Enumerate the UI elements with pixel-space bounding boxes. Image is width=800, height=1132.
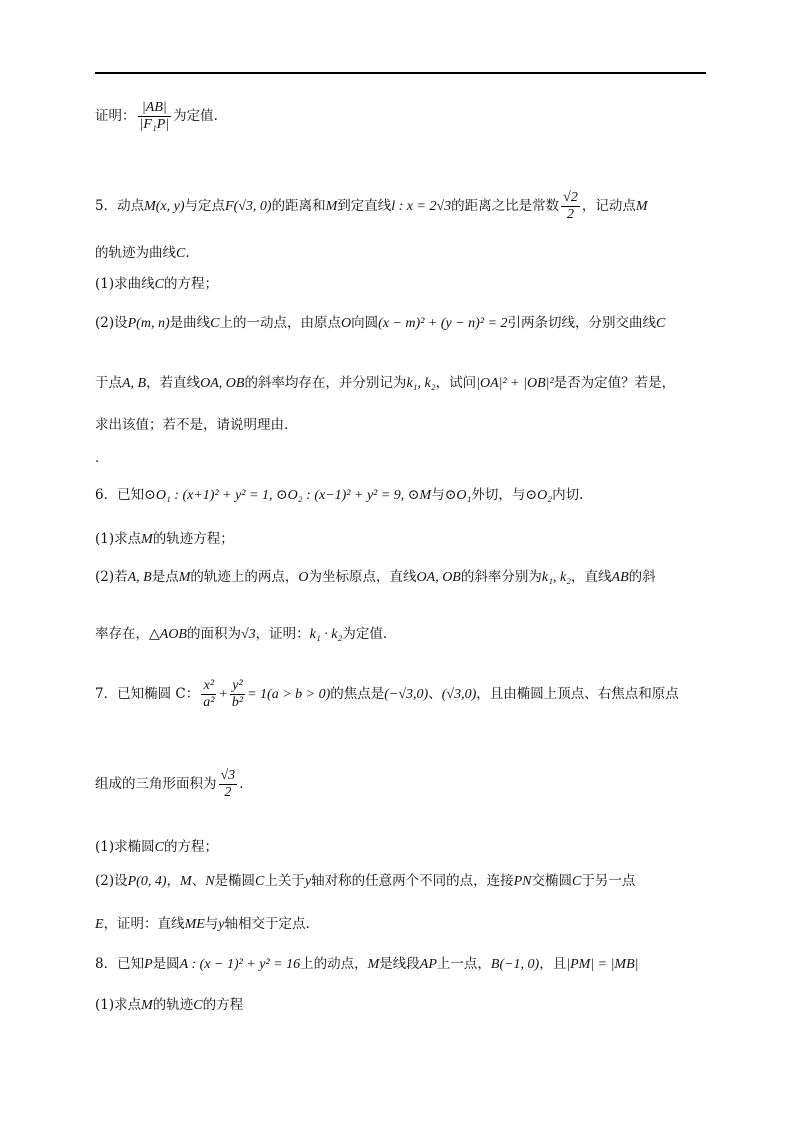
- math: P: [144, 957, 153, 972]
- text: 外切，与: [471, 487, 526, 503]
- fraction: [201, 678, 216, 711]
- q7-part1: [95, 838, 218, 857]
- q5-part2-line1: [95, 314, 665, 333]
- math: A, B: [127, 570, 152, 585]
- text: 上的一动点，由原点: [219, 315, 341, 331]
- math: OA, OB: [416, 570, 461, 585]
- text: .: [95, 451, 100, 466]
- math: N: [205, 874, 215, 889]
- text: (2)设: [95, 873, 128, 889]
- frac-num: x²: [201, 678, 216, 695]
- text: 的焦点是: [330, 686, 385, 702]
- math: M: [141, 998, 153, 1013]
- math: C: [655, 316, 666, 331]
- math: A, B: [122, 376, 147, 391]
- q6-stem: [95, 486, 583, 505]
- math: +: [218, 687, 228, 702]
- math: M: [635, 199, 648, 214]
- text: 于点: [95, 375, 122, 391]
- frac-den: 2: [224, 785, 232, 800]
- text: (2)设: [95, 315, 128, 331]
- text: (1)求椭圆: [95, 839, 155, 855]
- text: 6．已知: [95, 487, 145, 503]
- text: ，若直线: [146, 375, 201, 391]
- q7-part2-line1: [95, 872, 635, 891]
- q8-stem: [95, 955, 639, 974]
- math: (x − m)² + (y − n)² = 2: [378, 316, 508, 331]
- text: 的斜率均存在，并分别记为: [244, 375, 407, 391]
- q5-stem-line1: [95, 190, 648, 223]
- math: M: [141, 532, 153, 547]
- text: 的轨迹为曲线: [95, 245, 176, 261]
- text: 8．已知: [95, 956, 145, 972]
- frac-num: √2: [563, 190, 578, 205]
- math: |PM| = |MB|: [566, 957, 639, 972]
- frac-den: 2: [567, 207, 574, 222]
- text: .: [185, 245, 190, 261]
- text: ，且: [539, 956, 567, 972]
- q6-part1: [95, 530, 234, 549]
- text: 求出该值；若不是，请说明理由.: [95, 417, 289, 433]
- math: F(√3, 0): [225, 199, 272, 214]
- text: 是点: [151, 569, 179, 585]
- text: ，试问: [435, 375, 477, 391]
- math: (√3,0): [441, 687, 477, 702]
- text: 于另一点: [581, 873, 636, 889]
- math: O: [298, 570, 309, 585]
- text: 轴对称的任意两个不同的点，连接: [311, 873, 514, 889]
- text: ，直线: [571, 569, 612, 585]
- text: 为坐标原点，直线: [308, 569, 417, 585]
- q5-part1: [95, 275, 218, 294]
- text: (1)求曲线: [95, 276, 155, 292]
- text: 5．动点: [95, 198, 145, 214]
- q5-part2-line3: [95, 416, 288, 434]
- q7-stem-line2: [95, 768, 243, 801]
- math: C: [255, 874, 265, 889]
- math: k₁, k₂: [541, 570, 572, 585]
- text: 的轨迹: [152, 997, 194, 1013]
- text: 、: [428, 686, 442, 702]
- text: ，证明：直线: [103, 916, 185, 932]
- math: C: [210, 316, 220, 331]
- text: 轴相交于定点.: [224, 916, 310, 932]
- math: B(−1, 0): [490, 957, 540, 972]
- math: E: [95, 917, 104, 932]
- frac-num: √3: [220, 768, 236, 783]
- text: 上一点，: [436, 956, 491, 972]
- math: = 1(a > b > 0): [247, 687, 331, 702]
- q8-part1: [95, 996, 243, 1015]
- fraction: [561, 190, 580, 223]
- text: ，证明：: [255, 626, 310, 642]
- math: M: [178, 570, 191, 585]
- q4-proof-line: [95, 100, 218, 133]
- math: M: [367, 957, 380, 972]
- frac-den: a²: [203, 695, 215, 710]
- math: M: [180, 874, 192, 889]
- math: √3: [240, 627, 256, 642]
- text: 的轨迹方程；: [152, 531, 234, 547]
- text: 的斜: [628, 569, 656, 585]
- text: 的轨迹上的两点，: [190, 569, 299, 585]
- math: AP: [419, 957, 437, 972]
- math: P(0, 4): [127, 874, 167, 889]
- math: O: [340, 316, 352, 331]
- math: M(x, y): [144, 199, 185, 214]
- text: 率存在，: [95, 626, 149, 642]
- math: ⊙O₁: [444, 488, 472, 503]
- text: 引两条切线，分别交曲线: [507, 315, 656, 331]
- fraction: [138, 100, 172, 133]
- text: 7．已知椭圆 C：: [95, 686, 200, 702]
- text: 到定直线: [337, 198, 392, 214]
- fraction: [230, 678, 245, 711]
- text: ，且由椭圆上顶点、右焦点和原点: [476, 686, 679, 702]
- header-rule: [95, 72, 706, 74]
- math: OA, OB: [200, 376, 245, 391]
- math: C: [571, 874, 582, 889]
- math: P(m, n): [127, 316, 170, 331]
- text: 内切.: [552, 487, 584, 503]
- text: 的面积为: [186, 626, 241, 642]
- math: l : x = 2√3: [391, 199, 452, 214]
- math: k₁, k₂: [406, 376, 436, 391]
- math: C: [176, 246, 186, 261]
- math: |OA|² + |OB|²: [476, 376, 554, 391]
- text: 为定值.: [342, 626, 388, 642]
- frac-num: y²: [230, 678, 245, 695]
- q6-part2-line2: [95, 625, 387, 644]
- text: .: [239, 776, 244, 792]
- fraction: [219, 768, 238, 801]
- q7-part2-line2: [95, 915, 310, 934]
- text: 的方程；: [163, 276, 218, 292]
- q5-stem-line2: [95, 244, 190, 263]
- math: PN: [513, 874, 532, 889]
- math: A : (x − 1)² + y² = 16: [179, 957, 301, 972]
- text: 、: [191, 873, 206, 889]
- frac-den: b²: [231, 695, 244, 710]
- math: AB: [611, 570, 629, 585]
- stray-dot: [95, 450, 99, 468]
- math: k₁ · k₂: [309, 627, 343, 642]
- text: 的斜率分别为: [460, 569, 542, 585]
- text: 是否为定值？若是，: [553, 375, 676, 391]
- text: 是椭圆: [214, 873, 256, 889]
- frac-num: |AB|: [138, 100, 172, 117]
- math: ME: [184, 917, 205, 932]
- math: (−√3,0): [384, 687, 429, 702]
- math: ⊙O₁ : (x+1)² + y² = 1, ⊙O₂ : (x−1)² + y² = 9, ⊙M: [144, 488, 432, 503]
- text: 证明：: [95, 108, 136, 124]
- text: 的方程: [202, 997, 244, 1013]
- text: 为定值.: [173, 108, 218, 124]
- math: C: [154, 277, 164, 292]
- frac-den: |F₁P|: [139, 117, 170, 132]
- text: (2)若: [95, 569, 128, 585]
- text: 与定点: [184, 198, 226, 214]
- math: C: [193, 998, 203, 1013]
- text: (1)求点: [95, 531, 142, 547]
- text: 与: [204, 916, 219, 932]
- text: 交椭圆: [531, 873, 572, 889]
- q5-part2-line2: [95, 374, 675, 393]
- text: 上的动点，: [300, 956, 368, 972]
- math: △AOB: [149, 627, 187, 642]
- math: y: [218, 917, 225, 932]
- text: (1)求点: [95, 997, 142, 1013]
- q7-stem-line1: [95, 678, 679, 711]
- text: 是曲线: [169, 315, 211, 331]
- text: 是线段: [379, 956, 420, 972]
- math: ⊙O₂: [525, 488, 553, 503]
- q6-part2-line1: [95, 568, 656, 587]
- math: C: [154, 840, 164, 855]
- math: M: [325, 199, 338, 214]
- text: ，记动点: [581, 198, 636, 214]
- text: 的距离和: [271, 198, 326, 214]
- text: 的方程；: [163, 839, 218, 855]
- text: 是圆: [152, 956, 180, 972]
- math: y: [304, 874, 312, 889]
- text: 组成的三角形面积为: [95, 776, 217, 792]
- text: 的距离之比是常数: [451, 198, 560, 214]
- text: 上关于: [264, 873, 305, 889]
- text: 向圆: [351, 315, 379, 331]
- text: ，: [166, 873, 181, 889]
- text: 与: [431, 487, 445, 503]
